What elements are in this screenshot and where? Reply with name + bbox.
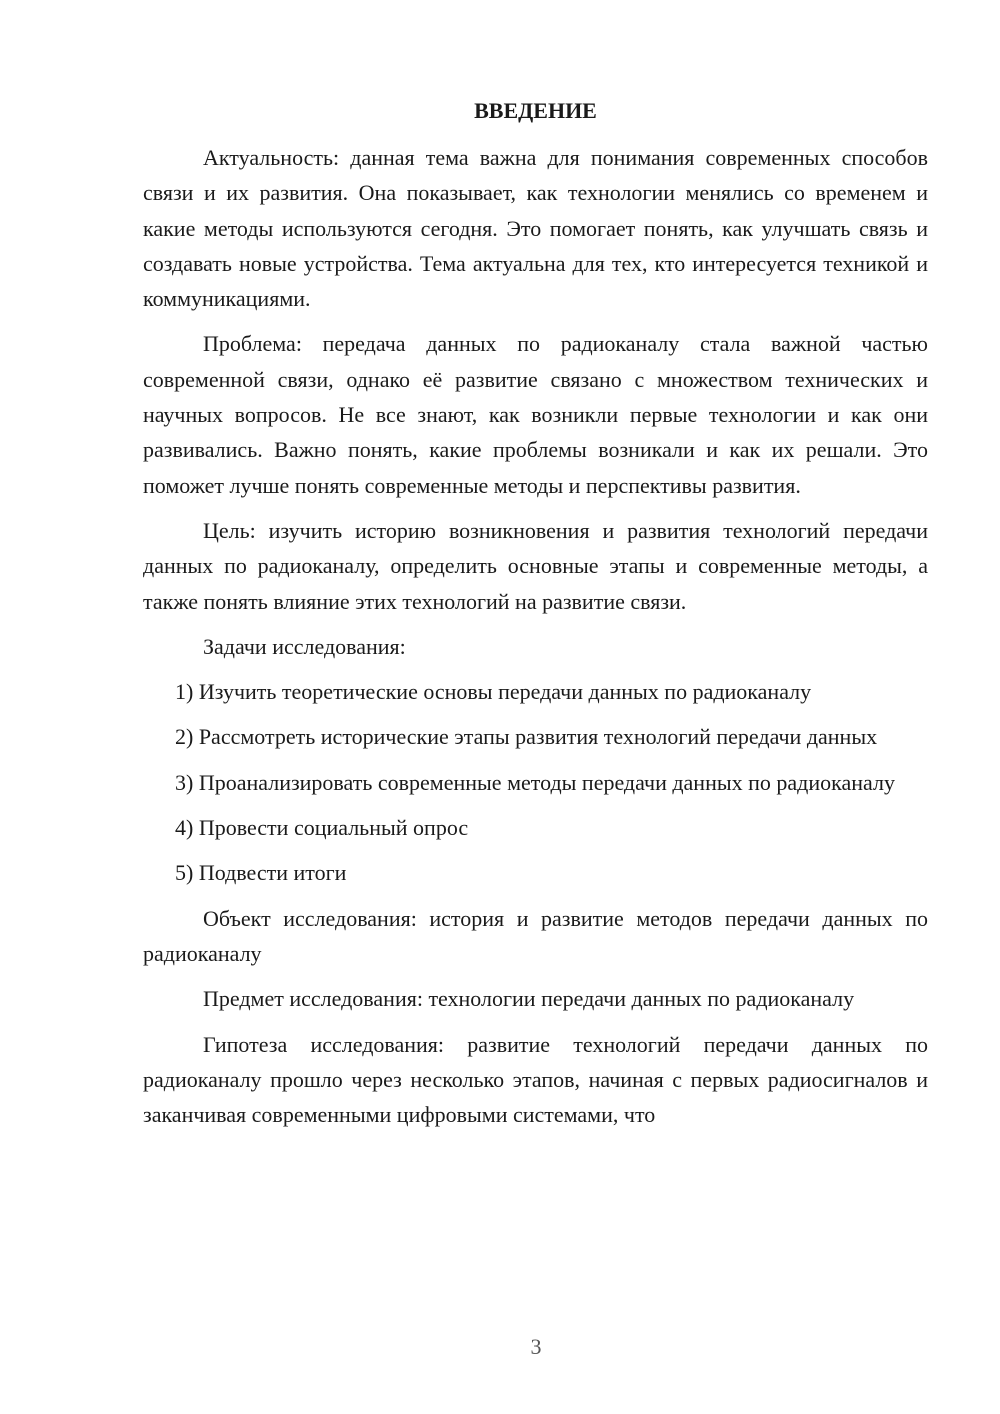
- task-item-2: 2) Рассмотреть исторические этапы развития технологий передачи данных: [175, 724, 878, 750]
- hypothesis-paragraph: Гипотеза исследования: развитие технологий передачи данных по радиоканалу прошло через несколько этапов, начиная с первых радиосигналов и заканчивая современными цифровыми системами, что: [143, 1031, 928, 1128]
- task-item-3: 3) Проанализировать современные методы передачи данных по радиоканалу: [175, 769, 895, 795]
- document-page: [143, 94, 928, 1142]
- problem-paragraph: Проблема: передача данных по радиоканалу стала важной частью современной связи, однако её развитие связано с множеством технических и научных вопросов. Не все знают, как возникли первые технологии и как они развивались. Важно понять, какие проблемы возникали и как их решали. Это поможет лучше понять современные методы и перспективы развития.: [143, 331, 928, 498]
- relevance-paragraph: Актуальность: данная тема важна для понимания современных способов связи и их развития. Она показывает, как технологии менялись со временем и какие методы используются сегодня. Это помогает понять, как улучшать связь и создавать новые устройства. Тема актуальна для тех, кто интересуется техникой и коммуникациями.: [143, 145, 928, 312]
- tasks-heading: Задачи исследования:: [203, 633, 406, 659]
- page-number: 3: [530, 1334, 542, 1359]
- task-item-4: 4) Провести социальный опрос: [175, 815, 469, 841]
- subject-paragraph: Предмет исследования: технологии передачи данных по радиоканалу: [203, 986, 855, 1012]
- page-title: ВВЕДЕНИЕ: [474, 98, 597, 123]
- task-item-5: 5) Подвести итоги: [175, 860, 347, 886]
- goal-paragraph: Цель: изучить историю возникновения и развития технологий передачи данных по радиоканалу, определить основные этапы и современные методы, а также понять влияние этих технологий на развитие связи.: [143, 517, 928, 614]
- object-paragraph: Объект исследования: история и развитие методов передачи данных по радиоканалу: [143, 905, 928, 966]
- task-item-1: 1) Изучить теоретические основы передачи данных по радиоканалу: [175, 679, 812, 705]
